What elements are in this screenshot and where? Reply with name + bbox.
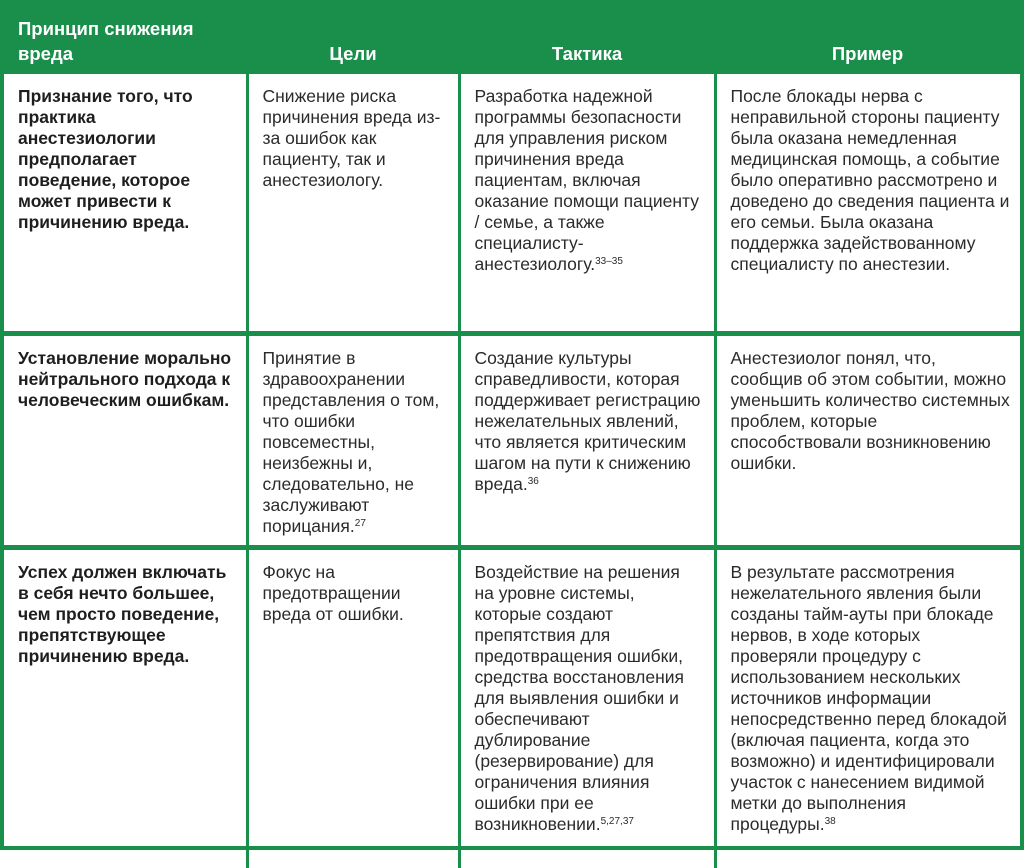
reference-superscript: 33–35: [595, 256, 623, 267]
harm-reduction-table: [4, 4, 1020, 868]
table-row: [4, 334, 1020, 548]
cell-example: [715, 548, 1020, 868]
cell-text: В результате рассмотрения нежелательного явления были созданы тайм-ауты при блокаде нервов, в ходе которых проверяли процедуру с использованием нескольких источников информации непосредственно перед блокадой (включая пациента, когда это возможно) и идентифицировали участок с нанесением видимой метки до выполнения процедуры.: [731, 562, 1007, 834]
cell-example: После блокады нерва с неправильной стороны пациенту была оказана немедленная медицинская помощь, а событие было оперативно рассмотрено и доведено до сведения пациента и его семьи. Была оказана поддержка задействованному специалисту по анестезии.: [715, 74, 1020, 334]
cell-goals: [247, 334, 459, 548]
cell-principle: Признание того, что практика анестезиологии предполагает поведение, которое может привести к причинению вреда.: [4, 74, 247, 334]
reference-superscript: 36: [528, 476, 539, 487]
cell-tactics: [459, 74, 715, 334]
header-principle: Принцип снижения вреда: [4, 4, 247, 74]
header-tactics: Тактика: [459, 4, 715, 74]
cell-principle: Установление морально нейтрального подхода к человеческим ошибкам.: [4, 334, 247, 548]
cell-text: Воздействие на решения на уровне системы, которые создают препятствия для предотвращения ошибки, средства восстановления для выявления ошибки и обеспечивают дублирование (резервирование) для ограничения влияния ошибки при ее возникновении.: [475, 562, 685, 834]
cell-tactics: [459, 548, 715, 868]
reference-superscript: 5,27,37: [601, 816, 634, 827]
cell-text: Принятие в здравоохранении представления о том, что ошибки повсеместны, неизбежны и, следовательно, не заслуживают порицания.: [263, 348, 440, 536]
table-row: [4, 74, 1020, 334]
reference-superscript: 38: [825, 816, 836, 827]
cell-tactics: [459, 334, 715, 548]
table-row: [4, 548, 1020, 868]
reference-superscript: 27: [355, 518, 366, 529]
header-example: Пример: [715, 4, 1020, 74]
cell-goals: Снижение риска причинения вреда из-за ошибок как пациенту, так и анестезиологу.: [247, 74, 459, 334]
header-goals: Цели: [247, 4, 459, 74]
header-row: [4, 4, 1020, 74]
cell-principle: Успех должен включать в себя нечто большее, чем просто поведение, препятствующее причинению вреда.: [4, 548, 247, 868]
cell-text: Разработка надежной программы безопасности для управления риском причинения вреда пациентам, включая оказание помощи пациенту / семье, а также специалисту-анестезиологу.: [475, 86, 699, 274]
cell-goals: Фокус на предотвращении вреда от ошибки.: [247, 548, 459, 868]
cell-example: Анестезиолог понял, что, сообщив об этом событии, можно уменьшить количество системных проблем, которые способствовали возникновению ошибки.: [715, 334, 1020, 548]
cell-text: Создание культуры справедливости, которая поддерживает регистрацию нежелательных явлений, что является критическим шагом на пути к снижению вреда.: [475, 348, 701, 494]
